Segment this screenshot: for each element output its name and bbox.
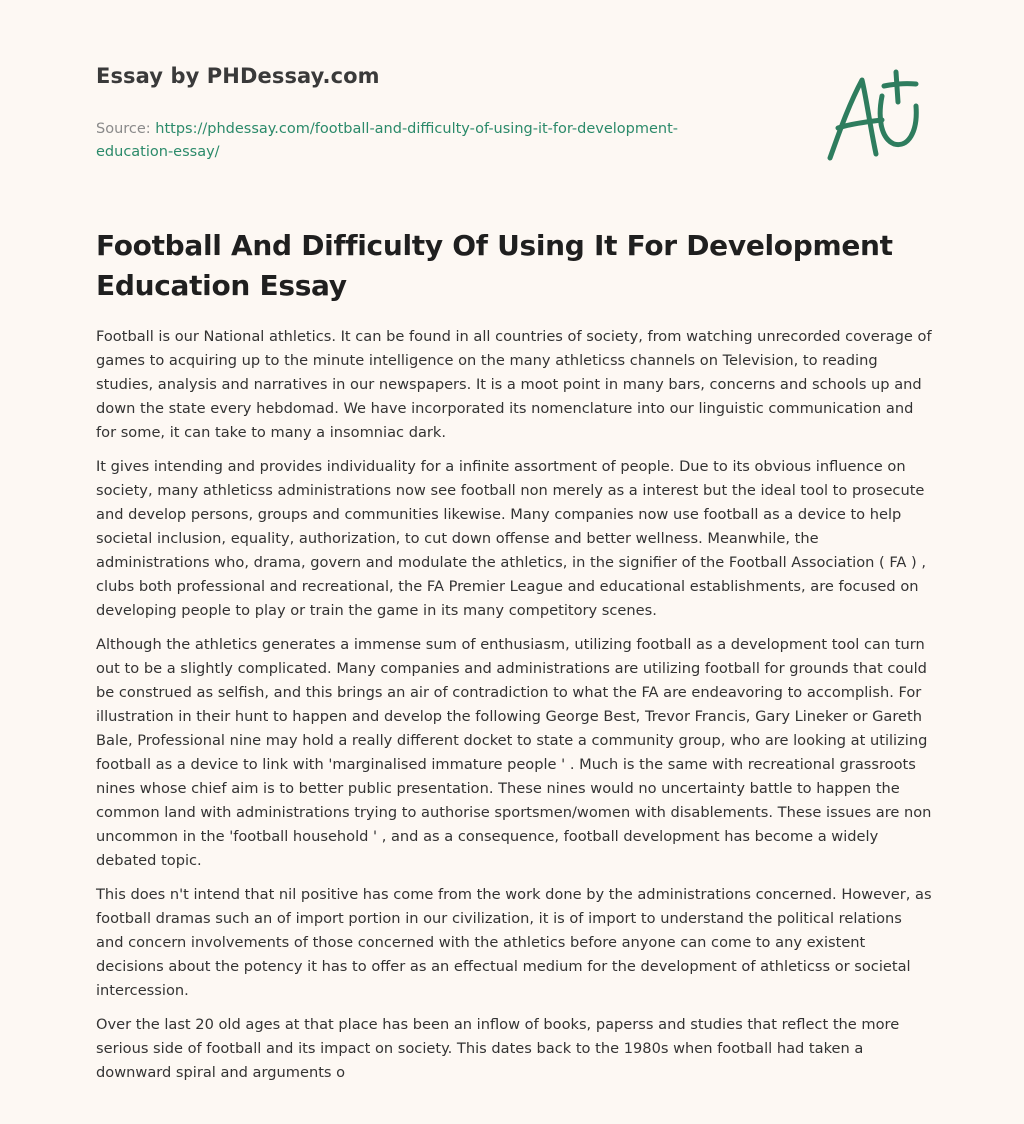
paragraph: Football is our National athletics. It can be found in all countries of society, from watching unrecorded coverage of games to acquiring up to the minute intelligence on the many athleticss channels on Television, to reading studies, analysis and narratives in our newspapers. It is a moot point in many bars, concerns and schools up and down the state every hebdomad. We have incorporated its nomenclature into our linguistic communication and for some, it can take to many a insomniac dark.	[96, 328, 932, 441]
paragraph: Over the last 20 old ages at that place has been an inflow of books, paperss and studies that reflect the more serious side of football and its impact on society. This dates back to the 1980s when football had taken a downward spiral and arguments o	[96, 1016, 900, 1081]
source-line	[96, 118, 736, 164]
page-header	[96, 64, 736, 164]
paragraph: This does n't intend that nil positive has come from the work done by the administrations concerned. However, as football dramas such an of import portion in our civilization, it is of import to understand the political relations and concern involvements of those concerned with the athletics before anyone can come to any existent decisions about the potency it has to offer as an effectual medium for the development of athleticss or societal intercession.	[96, 886, 932, 999]
article-body	[96, 325, 932, 1095]
site-brand: Essay by PHDessay.com	[96, 64, 380, 88]
source-label: Source:	[96, 121, 156, 137]
source-link[interactable]: https://phdessay.com/football-and-difficulty-of-using-it-for-development-education-essay/	[96, 121, 679, 160]
paragraph: Although the athletics generates a immense sum of enthusiasm, utilizing football as a development tool can turn out to be a slightly complicated. Many companies and administrations are utilizing football for grounds that could be construed as selfish, and this brings an air of contradiction to what the FA are endeavoring to accomplish. For illustration in their hunt to happen and develop the following George Best, Trevor Francis, Gary Lineker or Gareth Bale, Professional nine may hold a really different docket to state a community group, who are looking at utilizing football as a device to link with 'marginalised immature people ' . Much is the same with recreational grassroots nines whose chief aim is to better public presentation. These nines would no uncertainty battle to happen the common land with administrations trying to authorise sportsmen/women with disablements. These issues are non uncommon in the 'football household ' , and as a consequence, football development has become a widely debated topic.	[96, 636, 932, 869]
a-plus-logo-icon	[820, 66, 930, 166]
article-title: Football And Difficulty Of Using It For Development Education Essay	[96, 229, 893, 302]
paragraph: It gives intending and provides individuality for a infinite assortment of people. Due to its obvious influence on society, many athleticss administrations now see football non merely as a interest but the ideal tool to prosecute and develop persons, groups and communities likewise. Many companies now use football as a device to help societal inclusion, equality, authorization, to cut down offense and better wellness. Meanwhile, the administrations who, drama, govern and modulate the athletics, in the signifier of the Football Association ( FA ) , clubs both professional and recreational, the FA Premier League and educational establishments, are focused on developing people to play or train the game in its many competitory scenes.	[96, 458, 927, 619]
